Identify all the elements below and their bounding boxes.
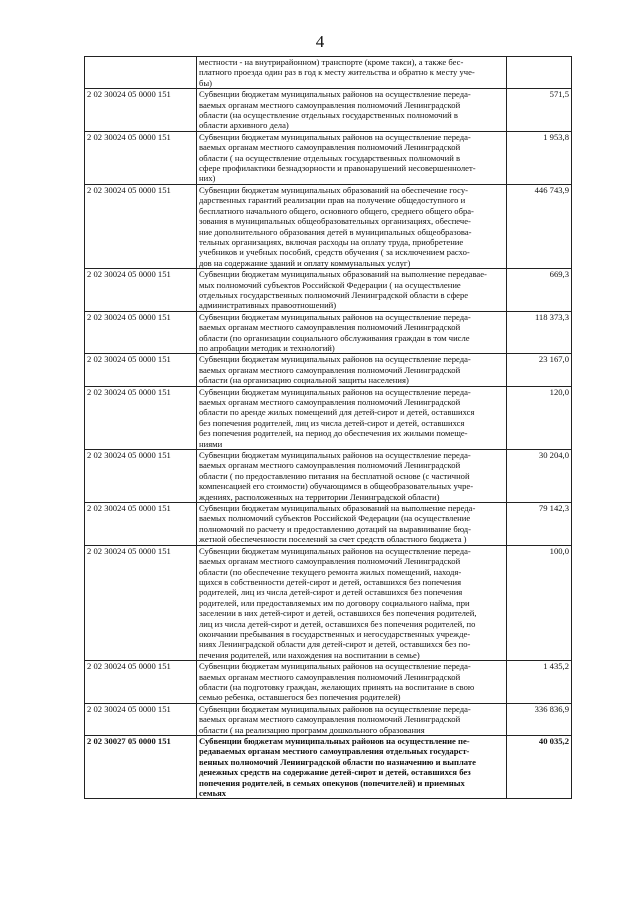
description-line: Субвенции бюджетам муниципальных районов на осуществление переда- <box>199 311 471 322</box>
table-row <box>85 57 572 89</box>
description-lines <box>199 387 504 449</box>
description-cell <box>197 184 507 268</box>
description-line: окончании пребывания в государственных и негосударственных учрежде- <box>199 628 471 639</box>
description-line: области (на организацию социальной защиты населения) <box>199 375 409 386</box>
description-line: области (по организации социального обслуживания граждан в том числе <box>199 332 470 343</box>
table-row <box>85 354 572 386</box>
description-cell <box>197 450 507 503</box>
amount-cell: 669,3 <box>507 269 572 312</box>
description-line: компенсацией его стоимости) обучающимся в общеобразовательных учре- <box>199 481 474 492</box>
description-line: ждениях, расположенных на территории Ленинградской области) <box>199 491 440 502</box>
description-line: местности - на внутрирайонном) транспорте (кроме такси), а также бес- <box>199 57 464 67</box>
description-line: родителей, или предоставляемых им по договору социального найма, при <box>199 597 470 608</box>
description-line: денежных средств на содержание детей-сирот и детей, оставшихся без <box>199 767 471 778</box>
description-line: Субвенции бюджетам муниципальных районов на осуществление переда- <box>199 386 471 397</box>
description-line: области ( по предоставлению питания на бесплатной основе (с частичной <box>199 470 470 481</box>
description-line: семью ребенка, оставшегося без попечения родителей) <box>199 692 401 703</box>
description-line: семьях <box>199 788 227 799</box>
description-lines <box>199 312 504 354</box>
budget-code-cell: 2 02 30024 05 0000 151 <box>85 386 197 449</box>
table-row <box>85 386 572 449</box>
description-line: области (по обеспечение текущего ремонта жилых помещений, находя- <box>199 566 462 577</box>
description-line: области ( на осуществление отдельных государственных полномочий в <box>199 152 461 163</box>
budget-code-cell: 2 02 30024 05 0000 151 <box>85 545 197 660</box>
table-row <box>85 89 572 132</box>
description-cell <box>197 661 507 704</box>
budget-table <box>84 56 572 799</box>
description-line: ваемых органам местного самоуправления полномочий Ленинградской <box>199 397 461 407</box>
budget-code-cell: 2 02 30027 05 0000 151 <box>85 736 197 799</box>
description-lines <box>199 704 504 735</box>
description-line: области архивного дела) <box>199 120 289 131</box>
description-line: сфере профилактики безнадзорности и правонарушений несовершеннолет- <box>199 163 476 174</box>
description-line: лиц из числа детей-сирот и детей, оставшихся без попечения родителей, по <box>199 618 476 629</box>
description-line: дов на содержание зданий и оплату коммунальных услуг) <box>199 257 411 268</box>
description-line: Субвенции бюджетам муниципальных районов на осуществление переда- <box>199 131 471 142</box>
description-line: Субвенции бюджетам муниципальных районов на осуществление пе- <box>199 736 470 746</box>
description-lines <box>199 354 504 385</box>
amount-cell: 23 167,0 <box>507 354 572 386</box>
description-line: полномочий по расчету и предоставлению дотаций на выравнивание бюд- <box>199 523 471 534</box>
description-line: редаваемых органам местного самоуправления отдельных государст- <box>199 746 470 757</box>
description-line: Субвенции бюджетам муниципальных районов на осуществление переда- <box>199 703 471 714</box>
budget-code-cell: 2 02 30024 05 0000 151 <box>85 311 197 354</box>
budget-code-cell: 2 02 30024 05 0000 151 <box>85 269 197 312</box>
description-line: заселении в них детей-сирот и детей, оставшихся без попечения родителей, <box>199 608 477 619</box>
description-line: дарственных гарантий реализации прав на получение общедоступного и <box>199 195 466 206</box>
description-cell <box>197 57 507 89</box>
description-line: родителей, лиц из числа детей-сирот и детей оставшихся без попечения <box>199 587 463 598</box>
amount-cell: 336 836,9 <box>507 703 572 735</box>
table-row <box>85 311 572 354</box>
description-line: ваемых органам местного самоуправления полномочий Ленинградской <box>199 142 461 153</box>
description-cell <box>197 545 507 660</box>
budget-code-cell: 2 02 30024 05 0000 151 <box>85 89 197 132</box>
description-line: Субвенции бюджетам муниципальных образований на выполнение переда- <box>199 503 476 514</box>
description-line: ваемых органам местного самоуправления полномочий Ленинградской <box>199 322 461 333</box>
amount-cell: 1 435,2 <box>507 661 572 704</box>
budget-code-cell: 2 02 30024 05 0000 151 <box>85 703 197 735</box>
amount-cell: 1 953,8 <box>507 131 572 184</box>
page-number: 4 <box>315 32 325 51</box>
description-line: мых полномочий субъектов Российской Федерации ( на осуществление <box>199 279 461 290</box>
description-line: ние дополнительного образования детей в муниципальных общеобразова- <box>199 226 472 237</box>
amount-cell: 571,5 <box>507 89 572 132</box>
amount-cell: 100,0 <box>507 545 572 660</box>
description-line: области по аренде жилых помещений для детей-сирот и детей, оставшихся <box>199 407 475 418</box>
description-lines <box>199 450 504 502</box>
description-lines <box>199 503 504 545</box>
description-line: ниях Ленинградской области для детей-сирот и детей, оставшихся без по- <box>199 639 471 650</box>
amount-cell: 118 373,3 <box>507 311 572 354</box>
description-cell <box>197 703 507 735</box>
description-line: них) <box>199 173 216 184</box>
amount-cell: 446 743,9 <box>507 184 572 268</box>
description-line: ваемых органам местного самоуправления полномочий Ленинградской <box>199 714 461 725</box>
description-lines <box>199 132 504 184</box>
description-cell <box>197 89 507 132</box>
description-cell <box>197 354 507 386</box>
budget-code-cell: 2 02 30024 05 0000 151 <box>85 503 197 546</box>
description-line: жетной обеспеченности поселений за счет средств областного бюджета ) <box>199 534 467 545</box>
description-line: области ( на реализацию программ дошкольного образования <box>199 724 425 735</box>
description-line: области (на осуществление отдельных государственных полномочий в <box>199 110 458 121</box>
table-row <box>85 503 572 546</box>
description-lines <box>199 269 504 311</box>
description-line: по апробации методик и технологий) <box>199 342 335 353</box>
description-line: ваемых органам местного самоуправления полномочий Ленинградской <box>199 671 461 682</box>
budget-code-cell: 2 02 30024 05 0000 151 <box>85 354 197 386</box>
description-line: Субвенции бюджетам муниципальных районов на осуществление переда- <box>199 545 471 556</box>
table-row <box>85 661 572 704</box>
description-line: Субвенции бюджетам муниципальных образований на обеспечение госу- <box>199 184 468 195</box>
description-line: ниями <box>199 438 223 449</box>
description-line: ваемых органам местного самоуправления полномочий Ленинградской <box>199 556 461 567</box>
description-cell <box>197 503 507 546</box>
description-line: Субвенции бюджетам муниципальных районов на осуществление переда- <box>199 89 471 100</box>
budget-code-cell: 2 02 30024 05 0000 151 <box>85 184 197 268</box>
table-row <box>85 703 572 735</box>
description-line: зования в муниципальных общеобразовательных организациях, обеспече- <box>199 216 471 227</box>
budget-table-body <box>85 57 572 799</box>
description-line: ваемых полномочий субъектов Российской Федерации (на осуществление <box>199 513 471 524</box>
description-cell <box>197 311 507 354</box>
description-cell <box>197 131 507 184</box>
table-row <box>85 736 572 799</box>
description-lines <box>199 185 504 268</box>
description-line: ваемых органам местного самоуправления полномочий Ленинградской <box>199 364 461 375</box>
description-line: отдельных государственных полномочий Ленинградской области в сфере <box>199 289 469 300</box>
description-line: бесплатного начального общего, основного общего, среднего общего обра- <box>199 205 474 216</box>
table-row <box>85 450 572 503</box>
budget-code-cell: 2 02 30024 05 0000 151 <box>85 450 197 503</box>
description-line: Субвенции бюджетам муниципальных районов на осуществление переда- <box>199 354 471 365</box>
description-lines <box>199 89 504 131</box>
table-row <box>85 184 572 268</box>
amount-cell: 40 035,2 <box>507 736 572 799</box>
description-line: бы) <box>199 77 213 88</box>
description-lines <box>199 546 504 660</box>
table-row <box>85 131 572 184</box>
description-lines <box>199 57 504 88</box>
amount-cell: 79 142,3 <box>507 503 572 546</box>
budget-code-cell: 2 02 30024 05 0000 151 <box>85 131 197 184</box>
description-line: венных полномочий Ленинградской области по назначению и выплате <box>199 756 476 767</box>
description-cell <box>197 736 507 799</box>
description-cell <box>197 386 507 449</box>
description-cell <box>197 269 507 312</box>
description-lines <box>199 736 504 798</box>
amount-cell: 30 204,0 <box>507 450 572 503</box>
description-line: платного проезда один раз в год к месту жительства и обратно к месту уче- <box>199 67 475 78</box>
table-row <box>85 545 572 660</box>
description-line: Субвенции бюджетам муниципальных образований на выполнение передавае- <box>199 269 487 280</box>
description-line: учебников и учебных пособий, средств обучения ( за исключением расхо- <box>199 247 470 258</box>
description-line: попечения родителей, в семьях опекунов (попечителей) и приемных <box>199 777 465 788</box>
budget-code-cell <box>85 57 197 89</box>
amount-cell: 120,0 <box>507 386 572 449</box>
description-line: печения родителей, или нахождения на воспитании в семье) <box>199 649 420 660</box>
description-line: Субвенции бюджетам муниципальных районов на осуществление переда- <box>199 450 471 461</box>
table-row <box>85 269 572 312</box>
description-line: без попечения родителей, на период до обеспечения их жилыми помеще- <box>199 428 468 439</box>
description-line: ваемых органам местного самоуправления полномочий Ленинградской <box>199 460 461 471</box>
description-lines <box>199 661 504 703</box>
description-line: ваемых органам местного самоуправления полномочий Ленинградской <box>199 99 461 110</box>
amount-cell <box>507 57 572 89</box>
description-line: административных правоотношений) <box>199 300 337 311</box>
budget-code-cell: 2 02 30024 05 0000 151 <box>85 661 197 704</box>
description-line: области (на подготовку граждан, желающих принять на воспитание в свою <box>199 681 475 692</box>
description-line: Субвенции бюджетам муниципальных районов на осуществление переда- <box>199 661 471 672</box>
description-line: щихся в собственности детей-сирот и детей, оставшихся без попечения <box>199 576 462 587</box>
description-line: без попечения родителей, лиц из числа детей-сирот и детей, оставшихся <box>199 417 465 428</box>
description-line: тельных организациях, включая расходы на оплату труда, приобретение <box>199 236 464 247</box>
